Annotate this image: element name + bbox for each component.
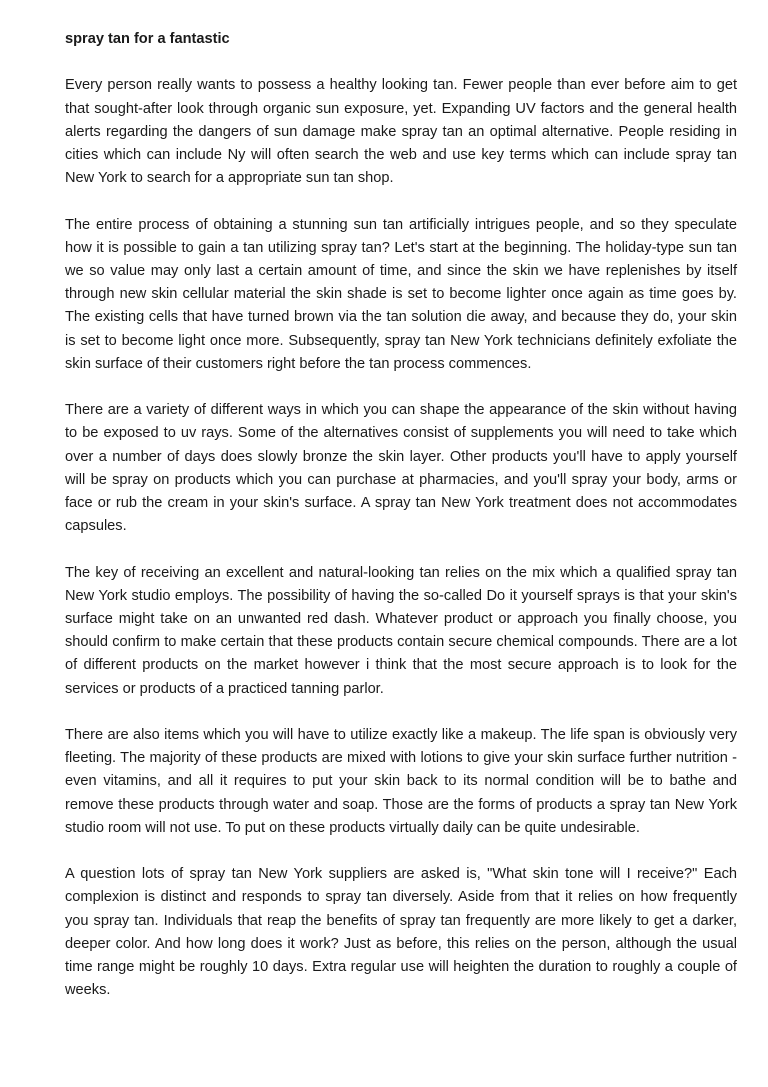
paragraph: The entire process of obtaining a stunning sun tan artificially intrigues people, and so they speculate how it is possible to gain a tan utilizing spray tan? Let's start at the beginning. The holiday-type sun tan we so value may only last a certain amount of time, and since the skin we have replenishes by itself through new skin cellular material the skin shade is set to become lighter once again as time goes by. The existing cells that have turned brown via the tan solution die away, and because they do, your skin is set to become light once more. Subsequently, spray tan New York technicians definitely exfoliate the skin surface of their customers right before the tan process commences. <box>65 216 737 372</box>
paragraph: A question lots of spray tan New York suppliers are asked is, "What skin tone will I receive?" Each complexion is distinct and responds to spray tan diversely. Aside from that it relies on how frequently you spray tan. Individuals that reap the benefits of spray tan frequently are more likely to get a darker, deeper color. And how long does it work? Just as before, this relies on the person, although the usual time range might be roughly 10 days. Extra regular use will heighten the duration to roughly a couple of weeks. <box>65 866 737 999</box>
document-title: spray tan for a fantastic <box>65 31 230 47</box>
paragraph: There are also items which you will have to utilize exactly like a makeup. The life span is obviously very fleeting. The majority of these products are mixed with lotions to give your skin surface further nutrition - even vitamins, and all it requires to put your skin back to its normal condition will be to bathe and remove these products through water and soap. Those are the forms of products a spray tan New York studio room will not use. To put on these products virtually daily can be quite undesirable. <box>65 727 737 836</box>
paragraph: Every person really wants to possess a healthy looking tan. Fewer people than ever before aim to get that sought-after look through organic sun exposure, yet. Expanding UV factors and the general health alerts regarding the dangers of sun damage make spray tan an optimal alternative. People residing in cities which can include Ny will often search the web and use key terms which can include spray tan New York to search for a appropriate sun tan shop. <box>65 77 737 187</box>
document-page <box>65 28 737 1002</box>
paragraph: There are a variety of different ways in which you can shape the appearance of the skin without having to be exposed to uv rays. Some of the alternatives consist of supplements you will need to take which over a number of days does slowly bronze the skin layer. Other products you'll have to apply yourself will be spray on products which you can purchase at pharmacies, and you'll spray your body, arms or face or rub the cream in your skin's surface. A spray tan New York treatment does not accommodates capsules. <box>65 402 737 535</box>
paragraph: The key of receiving an excellent and natural-looking tan relies on the mix which a qualified spray tan New York studio employs. The possibility of having the so-called Do it yourself sprays is that your skin's surface might take on an unwanted red dash. Whatever product or approach you finally choose, you should confirm to make certain that these products contain secure chemical compounds. There are a lot of different products on the market however i think that the most secure approach is to look for the services or products of a practiced tanning parlor. <box>65 564 737 697</box>
